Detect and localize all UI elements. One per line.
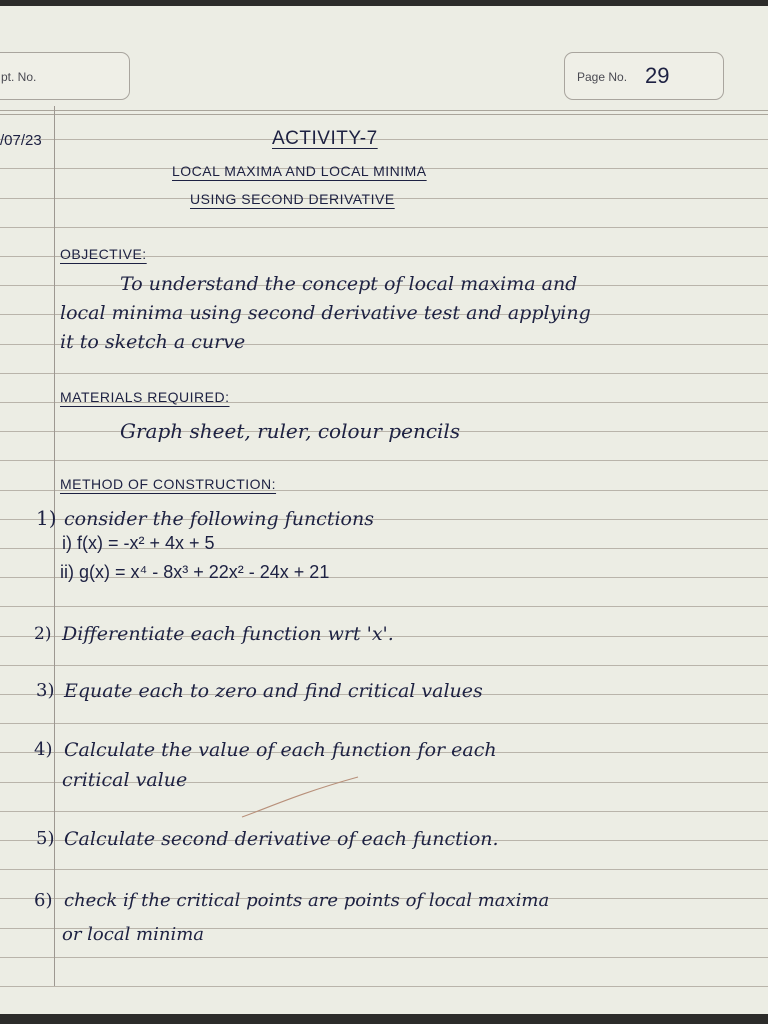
ruled-line	[0, 460, 768, 461]
ruled-line	[0, 811, 768, 812]
objective-line-1: To understand the concept of local maxima and	[120, 273, 578, 295]
ruled-line	[0, 606, 768, 607]
step-2-text: Differentiate each function wrt 'x'.	[62, 623, 394, 645]
step-5-text: Calculate second derivative of each function.	[64, 828, 499, 850]
left-box-label: pt. No.	[1, 70, 37, 84]
step-6-number: 6)	[34, 890, 53, 911]
ruled-line	[0, 869, 768, 870]
ruled-line	[0, 114, 768, 115]
margin-line	[54, 106, 55, 986]
page-number-label: Page No.	[577, 70, 628, 84]
objective-heading: OBJECTIVE:	[60, 246, 147, 262]
step-4-number: 4)	[34, 739, 53, 760]
step-6-text-line-2: or local minima	[62, 924, 205, 945]
materials-text: Graph sheet, ruler, colour pencils	[120, 419, 461, 443]
materials-heading: MATERIALS REQUIRED:	[60, 389, 230, 405]
step-5-number: 5)	[36, 828, 55, 849]
date: /07/23	[0, 132, 42, 149]
notebook-page	[0, 6, 768, 1014]
ruled-line	[0, 986, 768, 987]
ruled-line	[0, 110, 768, 111]
pencil-stroke	[240, 771, 360, 821]
step-3-number: 3)	[36, 680, 55, 701]
objective-line-3: it to sketch a curve	[60, 331, 246, 353]
page-number: 29	[645, 63, 670, 88]
step-1-number: 1)	[36, 506, 57, 530]
ruled-line	[0, 139, 768, 140]
method-heading: METHOD OF CONSTRUCTION:	[60, 476, 277, 492]
ruled-line	[0, 665, 768, 666]
objective-line-2: local minima using second derivative test and applying	[60, 302, 591, 324]
page-number-box	[564, 52, 724, 100]
title-line-2: USING SECOND DERIVATIVE	[190, 191, 395, 207]
ruled-line	[0, 373, 768, 374]
ruled-line	[0, 227, 768, 228]
step-3-text: Equate each to zero and find critical values	[64, 680, 483, 702]
ruled-line	[0, 957, 768, 958]
function-g: ii) g(x) = x⁴ - 8x³ + 22x² - 24x + 21	[60, 562, 330, 582]
step-6-text-line-1: check if the critical points are points of local maxima	[64, 890, 550, 911]
step-4-text-line-1: Calculate the value of each function for each	[64, 739, 497, 761]
step-1-text: consider the following functions	[64, 508, 374, 530]
title-line-1: LOCAL MAXIMA AND LOCAL MINIMA	[172, 163, 427, 179]
step-2-number: 2)	[34, 624, 52, 644]
function-f: i) f(x) = -x² + 4x + 5	[62, 533, 215, 553]
step-4-text-line-2: critical value	[62, 769, 188, 791]
left-header-box	[0, 52, 130, 100]
ruled-line	[0, 723, 768, 724]
activity-title: ACTIVITY-7	[272, 128, 378, 149]
